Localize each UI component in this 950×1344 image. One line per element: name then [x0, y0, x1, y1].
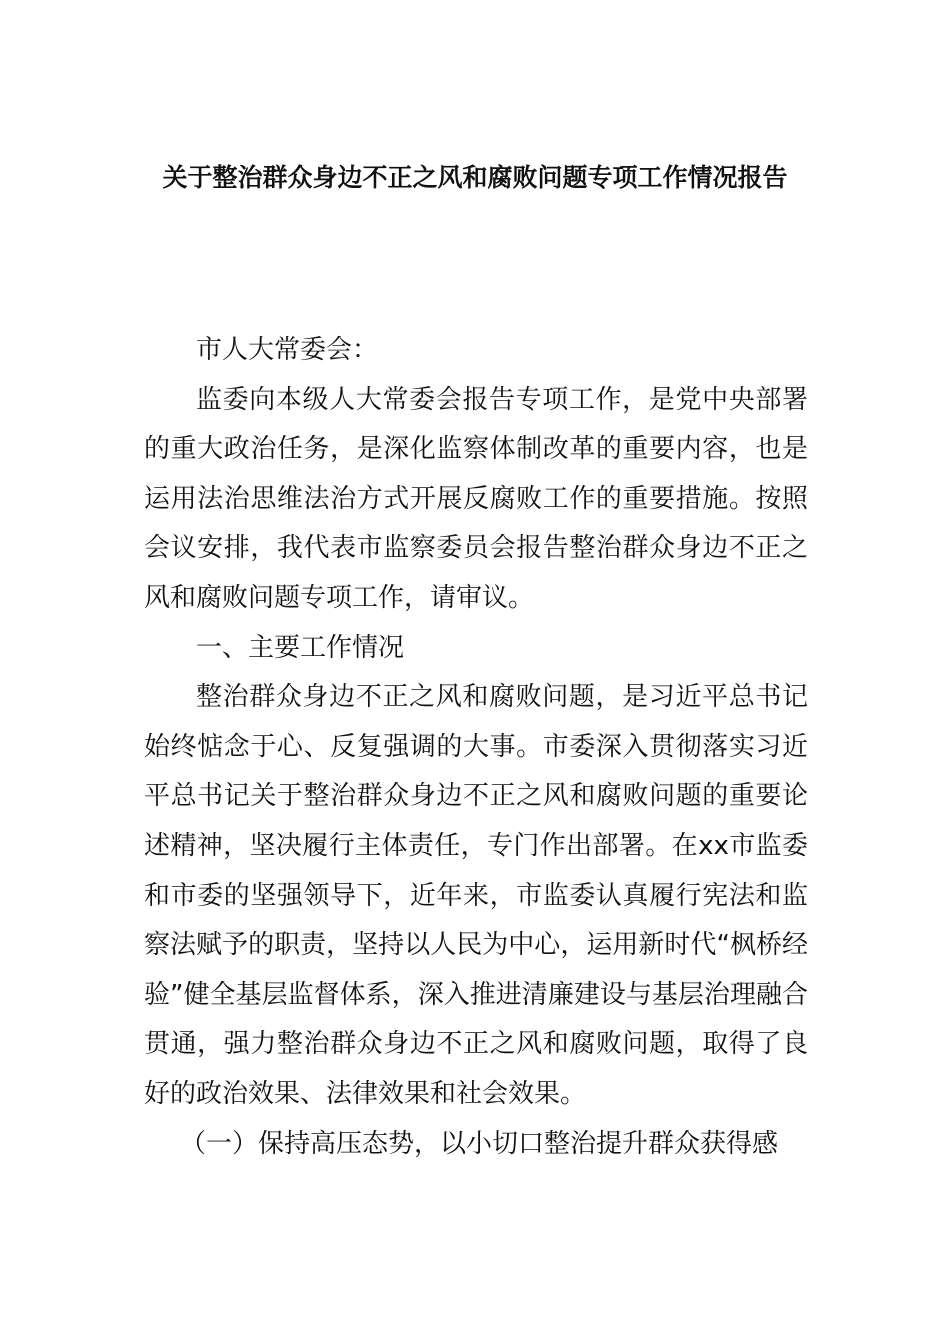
- salutation: 市人大常委会：: [196, 335, 379, 365]
- document-title: 关于整治群众身边不正之风和腐败问题专项工作情况报告: [162, 163, 788, 192]
- subsection-heading: （一）保持高压态势，以小切口整治提升群众获得感: [180, 1128, 779, 1159]
- section-heading: 一、主要工作情况: [196, 632, 405, 663]
- paragraph-intro: 监委向本级人大常委会报告专项工作，是党中央部署的重大政治任务，是深化监察体制改革的重要内容，也是运用法治思维法治方式开展反腐败工作的重要措施。按照会议安排，我代表市监察委员会报告整治群众身边不正之风和腐败问题专项工作，请审议。: [144, 384, 808, 613]
- paragraph-main: 整治群众身边不正之风和腐败问题，是习近平总书记始终惦念于心、反复强调的大事。市委深入贯彻落实习近平总书记关于整治群众身边不正之风和腐败问题的重要论述精神，坚决履行主体责任，专门作出部署。在xx市监委和市委的坚强领导下，近年来，市监委认真履行宪法和监察法赋予的职责，坚持以人民为中心，运用新时代“枫桥经验”健全基层监督体系，深入推进清廉建设与基层治理融合贯通，强力整治群众身边不正之风和腐败问题，取得了良好的政治效果、法律效果和社会效果。: [144, 682, 808, 1109]
- document-body: [144, 326, 808, 1169]
